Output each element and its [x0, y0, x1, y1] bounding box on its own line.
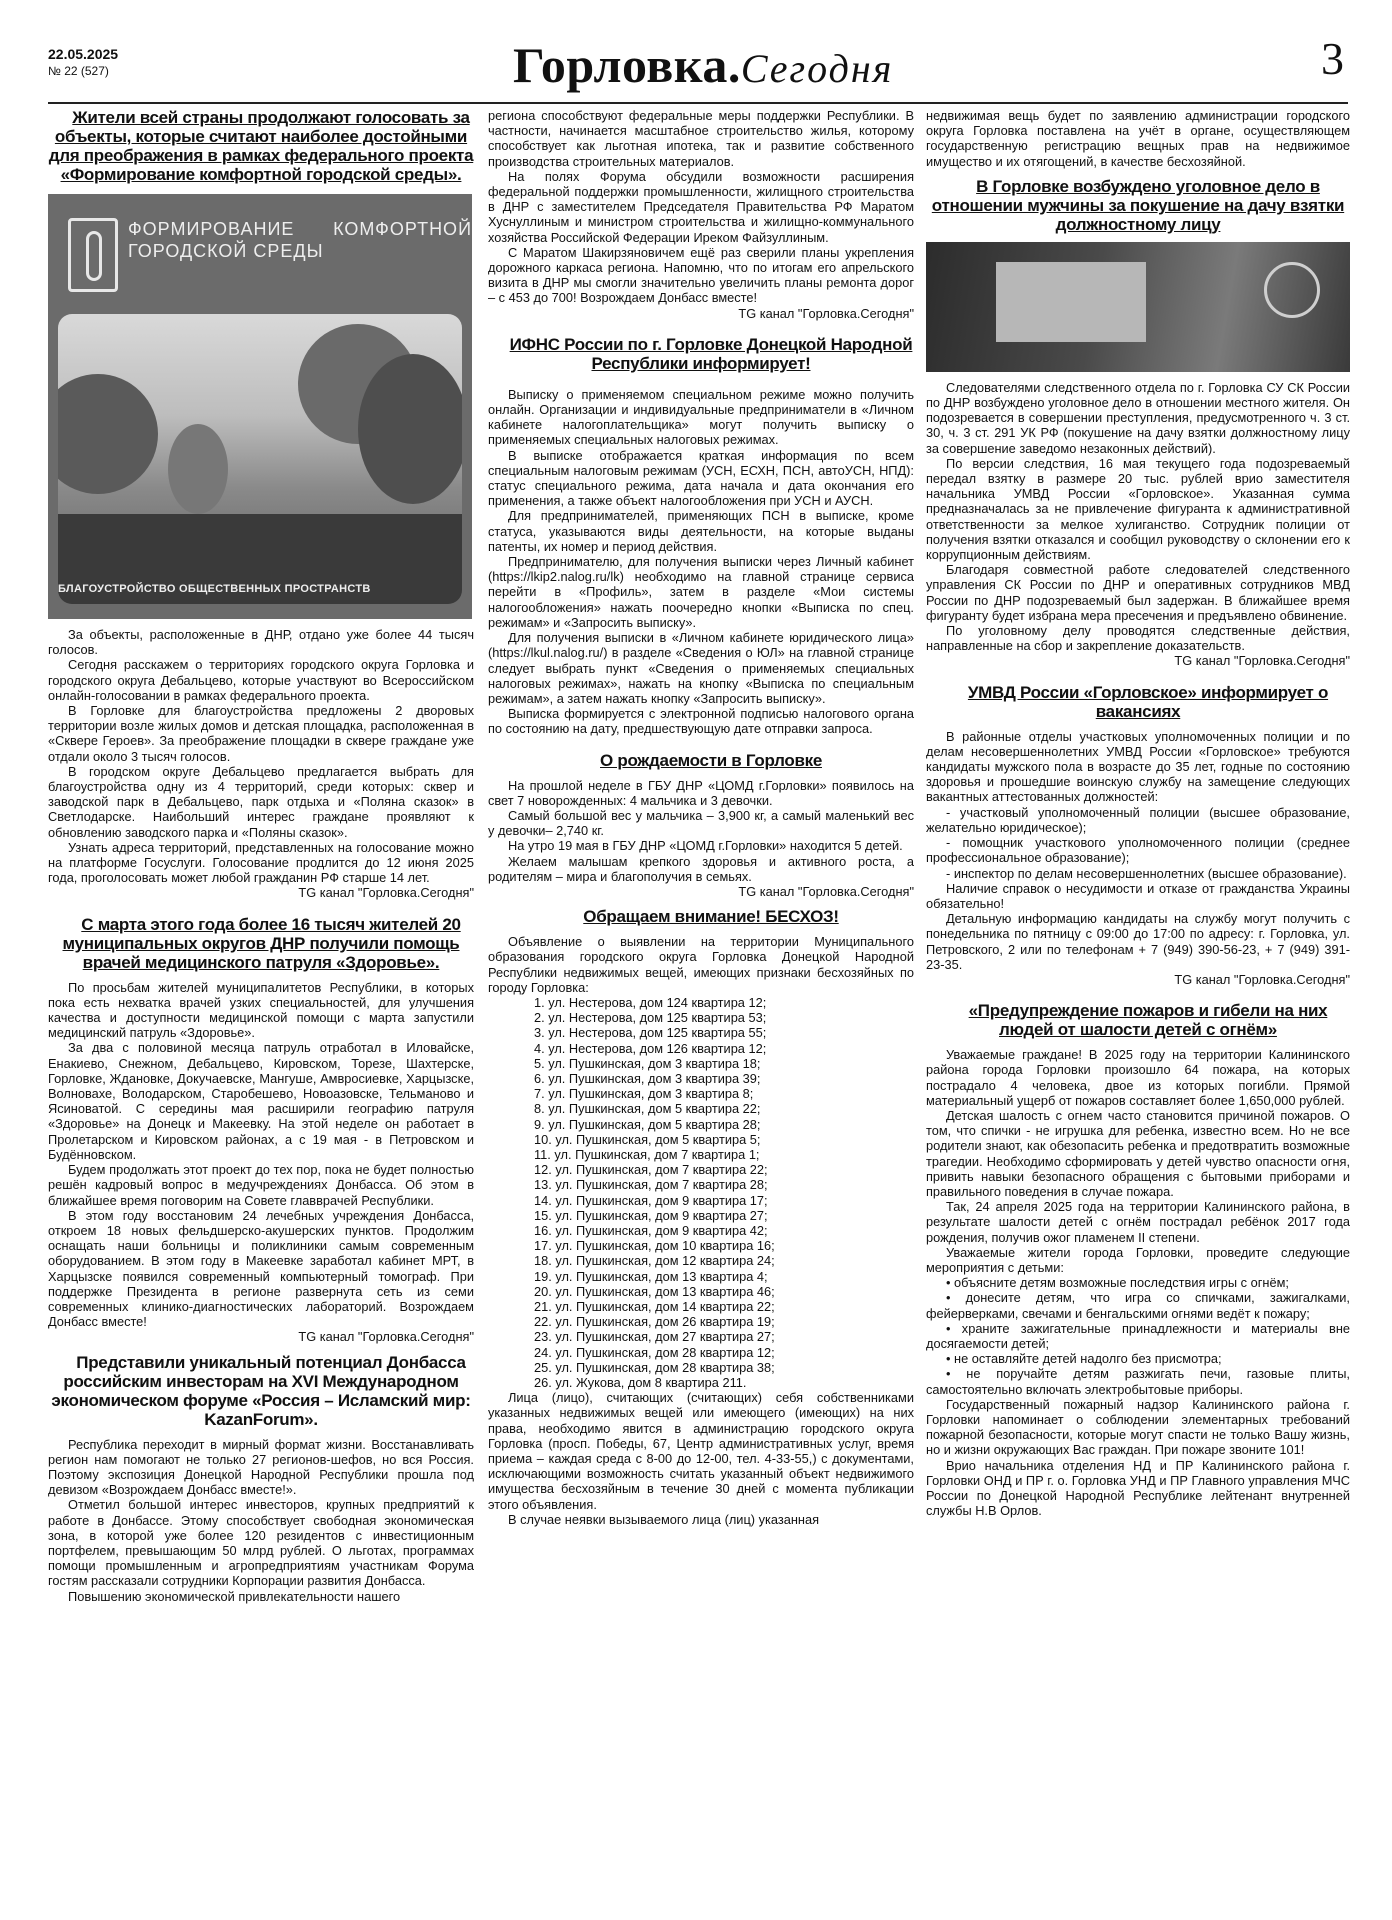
article-title: С марта этого года более 16 тысяч жителей 20 муниципальных округов ДНР получили помощь врачей медицинского патруля «Здоровье».: [62, 914, 461, 972]
park-photo: [58, 314, 462, 604]
column-3: [926, 108, 1350, 1518]
issue-number: № 22 (527): [48, 64, 109, 78]
list-item: 15. ул. Пушкинская, дом 9 квартира 27;: [534, 1207, 768, 1223]
paragraph: На прошлой неделе в ГБУ ДНР «ЦОМД г.Горловки» появилось на свет 7 новорожденных: 4 мальчика и 3 девочки.: [488, 777, 914, 808]
list-item: 13. ул. Пушкинская, дом 7 квартира 28;: [534, 1177, 768, 1193]
source-line: TG канал "Горловка.Сегодня": [1174, 653, 1350, 669]
list-item: 4. ул. Нестерова, дом 126 квартира 12;: [534, 1040, 767, 1056]
investigation-photo: [926, 242, 1350, 372]
urban-environment-image: [48, 194, 472, 619]
list-item: 24. ул. Пушкинская, дом 28 квартира 12;: [534, 1344, 775, 1360]
list-item: - участковый уполномоченный полиции (высшее образование, желательно юридическое);: [926, 804, 1350, 835]
paragraph: В городском округе Дебальцево предлагается выбрать для благоустройства одну из 4 территорий, среди которых: сквер и заводской парк в Дебальцево, парк отдыха и «Поляна сказок» в Светлодарске. Наибольший интерес граждане проявляют к обновлению заводского парка и «Поляны сказок».: [48, 763, 474, 840]
article-title: Обращаем внимание! БЕСХОЗ!: [583, 907, 839, 927]
source-line: TG канал "Горловка.Сегодня": [738, 305, 914, 321]
list-item: 18. ул. Пушкинская, дом 12 квартира 24;: [534, 1253, 775, 1269]
ownerless-property-list: [488, 995, 914, 1390]
list-item: 7. ул. Пушкинская, дом 3 квартира 8;: [534, 1086, 754, 1102]
column-2: [488, 108, 914, 1527]
list-item: 20. ул. Пушкинская, дом 13 квартира 46;: [534, 1283, 775, 1299]
paragraph: В районные отделы участковых уполномоченных полиции и по делам несовершеннолетних УМВД России «Горловское» требуются кандидаты мужского пола в возрасте до 35 лет, годные по состоянию здоровья и прошедшие воинскую службу на замещение следующих вакантных аттестованных должностей:: [926, 728, 1350, 805]
list-item: 25. ул. Пушкинская, дом 28 квартира 38;: [534, 1359, 775, 1375]
list-item: 22. ул. Пушкинская, дом 26 квартира 19;: [534, 1314, 775, 1330]
list-item: • не поручайте детям разжигать печи, газовые плиты, самостоятельно включать электробытовые приборы.: [926, 1366, 1350, 1397]
article-title: Жители всей страны продолжают голосовать за объекты, которые считают наиболее достойными для преображения в рамках федерального проекта «Формирование комфортной городской среды».: [48, 108, 474, 184]
list-item: 1. ул. Нестерова, дом 124 квартира 12;: [534, 994, 767, 1010]
list-item: 3. ул. Нестерова, дом 125 квартира 55;: [534, 1025, 767, 1041]
article-title: В Горловке возбуждено уголовное дело в отношении мужчины за покушение на дачу взятки должностному лицу: [931, 176, 1345, 234]
title-main: Горловка.: [513, 37, 741, 93]
paragraph: Уважаемые жители города Горловки, проведите следующие мероприятия с детьми:: [926, 1244, 1350, 1275]
article-title: УМВД России «Горловское» информирует о вакансиях: [967, 682, 1329, 721]
source-line: TG канал "Горловка.Сегодня": [738, 883, 914, 899]
list-item: 19. ул. Пушкинская, дом 13 квартира 4;: [534, 1268, 768, 1284]
emblem-icon: [1264, 262, 1320, 318]
paragraph: Уважаемые граждане! В 2025 году на территории Калининского района города Горловки произошло 64 пожара, на которых пострадало 4 человека, двое из которых погибли. Прямой материальный ущерб от пожаров составляет более 1,650,000 рублей.: [926, 1047, 1350, 1108]
monitor-shape: [996, 262, 1146, 342]
paragraph: Выписка формируется с электронной подписью налогового органа по состоянию на дату, предшествующую дате отправки запроса.: [488, 706, 914, 737]
header-rule: [48, 102, 1348, 104]
list-item: - инспектор по делам несовершеннолетних (высшее образование).: [946, 865, 1347, 881]
masthead: [48, 33, 1348, 100]
list-item: - помощник участкового уполномоченного полиции (среднее профессиональное образование);: [926, 835, 1350, 866]
paragraph: Наличие справок о несудимости и отказе от гражданства Украины обязательно!: [926, 880, 1350, 911]
page-number: 3: [1321, 33, 1344, 84]
column-1: [48, 108, 474, 1604]
list-item: • храните зажигательные принадлежности и материалы вне досягаемости детей;: [926, 1320, 1350, 1351]
paragraph: Повышению экономической привлекательности нашего: [68, 1588, 401, 1604]
source-line: TG канал "Горловка.Сегодня": [1174, 971, 1350, 987]
paragraph: В выписке отображается краткая информация по всем специальным налоговым режимам (УСН, ЕСХН, ПСН, автоУСН, НПД): статус специального режима, дата начала и дата окончания его применения, а также объект налогообложения при УСН и АУСН.: [488, 447, 914, 509]
paragraph: Для получения выписки в «Личном кабинете юридического лица» (https://lkul.nalog.ru/) в разделе «Сведения о ЮЛ» на главной странице следует выбрать пункт «Сведения о применяемых специальных налоговых режимах», нажать на кнопку «Выписка по специальным режимам», а затем нажать кнопку «Запросить выписку».: [488, 630, 914, 706]
list-item: 21. ул. Пушкинская, дом 14 квартира 22;: [534, 1299, 775, 1315]
paragraph: региона способствуют федеральные меры поддержки Республики. В частности, начинается масштабное строительство жилья, которому способствует как льготная ипотека, так и развитие собственного производства строительных материалов.: [488, 108, 914, 169]
article-title: О рождаемости в Горловке: [600, 750, 822, 770]
paragraph: Государственный пожарный надзор Калининского района г. Горловки напоминает о соблюдении элементарных требований пожарной безопасности, которые могут спасти не только Вашу жизнь, но и жизни окружающих Вас граждан. При пожаре звоните 101!: [926, 1396, 1350, 1458]
list-item: • не оставляйте детей надолго без присмотра;: [946, 1351, 1222, 1367]
issue-date: 22.05.2025: [48, 46, 119, 62]
paragraph: Республика переходит в мирный формат жизни. Восстанавливать регион нам помогают не только 27 регионов-шефов, но вся Россия. Поэтому экспозиция Донецкой Народной Республики прошла под девизом «Возрождаем Донбасс вместе!».: [48, 1436, 474, 1498]
newspaper-title: [513, 36, 893, 94]
list-item: 17. ул. Пушкинская, дом 10 квартира 16;: [534, 1238, 775, 1254]
article-title: Представили уникальный потенциал Донбасса российским инвесторам на XVI Международном экономическом форуме «Россия – Исламский мир: KazanForum».: [51, 1352, 471, 1429]
paragraph: На полях Форума обсудили возможности расширения федеральной поддержки промышленности, жилищного строительства в ДНР с заместителем Председателя Правительства РФ Маратом Хуснуллиным и министром строительства и жилищно-коммунального хозяйства Российской Федерации Иреком Файзуллиным.: [488, 168, 914, 245]
list-item: 16. ул. Пушкинская, дом 9 квартира 42;: [534, 1223, 768, 1238]
article-title: «Предупреждение пожаров и гибели на них людей от шалости детей с огнём»: [968, 1001, 1328, 1040]
list-item: 5. ул. Пушкинская, дом 3 квартира 18;: [534, 1055, 761, 1071]
paragraph: Будем продолжать этот проект до тех пор, пока не будет полностью решён кадровый вопрос в медучреждениях Донбасса. Об этом в ближайшее время поговорим на Совете главврачей Республики.: [48, 1162, 474, 1208]
paragraph: За два с половиной месяца патруль отработал в Иловайске, Енакиево, Снежном, Дебальцево, Кировском, Торезе, Шахтерске, Горловке, Ждановке, Докучаевске, Мангуше, Амвросиевке, Харцызске, Волновахе, Володарском, Старобешево, Новоазовске, Тельманово и Ясиноватой. С середины мая расширили географию патруля «Здоровье» на Донецк и Макеевку. На этой неделе он работает в Пролетарском и Кировском районах, а с 19 мая - в Петровском и Будённовском.: [48, 1040, 474, 1162]
paragraph: Врио начальника отделения НД и ПР Калининского района г. Горловки ОНД и ПР г. о. Горловка УНД и ПР Главного управления МЧС России по Донецкой Народной Республике лейтенант внутренней службы Н.В Орлов.: [926, 1457, 1350, 1519]
image-caption: БЛАГОУСТРОЙСТВО ОБЩЕСТВЕННЫХ ПРОСТРАНСТВ: [58, 582, 371, 595]
list-item: 23. ул. Пушкинская, дом 27 квартира 27;: [534, 1329, 775, 1345]
list-item: • объясните детям возможные последствия игры с огнём;: [946, 1275, 1289, 1291]
list-item: • донесите детям, что игра со спичками, зажигалками, фейерверками, свечами и бенгальскими огнями ведёт к пожару;: [926, 1290, 1350, 1321]
list-item: 10. ул. Пушкинская, дом 5 квартира 5;: [534, 1131, 761, 1147]
list-item: 14. ул. Пушкинская, дом 9 квартира 17;: [534, 1192, 768, 1208]
paragraph: В этом году восстановим 24 лечебных учреждения Донбасса, откроем 18 новых фельдшерско-акушерских пунктов. Продолжим оснащать наши больницы и поликлиники самым современным оборудованием. В этом году в Макеевке заработал кабинет МРТ, в Харцызске появился современный компьютерный томограф. При поддержке Президента в регионе развернута сеть из семи современных клинико-диагностических лабораторий. Возрождаем Донбасс вместе!: [48, 1207, 474, 1330]
paragraph: Узнать адреса территорий, представленных на голосование можно на платформе Госуслуги. Голосование продлится до 12 июня 2025 года, проголосовать может любой гражданин РФ старше 14 лет.: [48, 839, 474, 886]
list-item: 9. ул. Пушкинская, дом 5 квартира 28;: [534, 1116, 761, 1132]
title-sub: Сегодня: [740, 46, 894, 91]
paragraph: На утро 19 мая в ГБУ ДНР «ЦОМД г.Горловки» находится 5 детей.: [508, 838, 903, 854]
source-line: TG канал "Горловка.Сегодня": [298, 885, 474, 901]
paragraph: За объекты, расположенные в ДНР, отдано уже более 44 тысяч голосов.: [48, 627, 474, 658]
paragraph: Следователями следственного отдела по г. Горловка СУ СК России по ДНР возбуждено уголовное дело в отношении местного жителя. Он подозревается в совершении преступления, предусмотренного ч. 3 ст. 30, ч. 3 ст. 291 УК РФ (покушение на дачу взятки должностному лицу за совершение заведомо незаконных действий).: [926, 379, 1350, 456]
paragraph: Самый большой вес у мальчика – 3,900 кг, а самый маленький вес у девочки– 2,740 кг.: [488, 807, 914, 839]
project-logo-icon: [68, 218, 118, 292]
source-line: TG канал "Горловка.Сегодня": [298, 1329, 474, 1345]
list-item: 8. ул. Пушкинская, дом 5 квартира 22;: [534, 1101, 761, 1117]
paragraph: Предпринимателю, для получения выписки через Личный кабинет (https://lkip2.nalog.ru/lk) необходимо на главной странице сервиса перейти в «Профиль», затем в разделе «Мои системы налогообложения» нажать поочередно кнопки «Выписка по спец. режимам» и «Запросить выписку».: [488, 554, 914, 630]
paragraph: В Горловке для благоустройства предложены 2 дворовых территории возле жилых домов и детская площадка, расположенная в «Сквере Героев». За преображение площадки в сквере граждане уже отдали около 3 тысяч голосов.: [48, 703, 474, 764]
paragraph: недвижимая вещь будет по заявлению администрации городского округа Горловка поставлена на учёт в органе, осуществляющем государственную регистрацию вещных прав на недвижимое имущество и их отягощений, в качестве бесхозяйной.: [926, 108, 1350, 169]
image-title: ФОРМИРОВАНИЕ КОМФОРТНОЙ ГОРОДСКОЙ СРЕДЫ: [128, 219, 472, 261]
list-item: 11. ул. Пушкинская, дом 7 квартира 1;: [534, 1146, 760, 1162]
paragraph: Сегодня расскажем о территориях городского округа Горловка и городского округа Дебальцево, которые участвуют во Всероссийском онлайн-голосовании в рамках федерального проекта.: [48, 657, 474, 703]
list-item: 2. ул. Нестерова, дом 125 квартира 53;: [534, 1010, 767, 1026]
paragraph: Для предпринимателей, применяющих ПСН в выписке, кроме статуса, указываются виды деятельности, на которые выданы патенты, их номер и период действия.: [488, 508, 914, 554]
list-item: 12. ул. Пушкинская, дом 7 квартира 22;: [534, 1162, 768, 1178]
paragraph: Выписку о применяемом специальном режиме можно получить онлайн. Организации и индивидуальные предприниматели в «Личном кабинете налогоплательщика» могут получить выписку о применяемых специальных налоговых режимах.: [488, 386, 914, 448]
article-title: ИФНС России по г. Горловке Донецкой Народной Республики информирует!: [509, 334, 913, 373]
paragraph: По версии следствия, 16 мая текущего года подозреваемый передал взятку в размере 20 тыс. рублей врио заместителя начальника УМВД России «Горловское». Указанная сумма предназначалась за не привлечение фигуранта к административной ответственности за мелкое хулиганство. Сотрудник полиции от получения взятки отказался и сообщил руководству о склонении его к коррупционным действиям.: [926, 455, 1350, 563]
paragraph: Детская шалость с огнем часто становится причиной пожаров. О том, что спички - не игрушка для ребенка, известно всем. Но не все родители знают, как обезопасить ребенка и предотвратить возможные трагедии. Необходимо сформировать у детей чувство опасности огня, привить навыки безопасного обращения с бытовыми приборами и правильного поведения в случае пожара.: [926, 1107, 1350, 1199]
paragraph: Так, 24 апреля 2025 года на территории Калининского района, в результате шалости детей с огнём пострадал ребёнок 2017 года рождения, получив ожог пламенем II степени.: [926, 1199, 1350, 1245]
paragraph: С Маратом Шакирзяновичем ещё раз сверили планы укрепления дорожного каркаса региона. Напомню, что по итогам его апрельского визита в ДНР мы смогли значительно увеличить планы ремонта дорог – с 453 до 700! Возрождаем Донбасс вместе!: [488, 244, 914, 306]
paragraph: Желаем малышам крепкого здоровья и активного роста, а родителям – мира и благополучия в семьях.: [488, 853, 914, 884]
list-item: 26. ул. Жукова, дом 8 квартира 211.: [534, 1375, 747, 1391]
paragraph: В случае неявки вызываемого лица (лиц) указанная: [508, 1511, 820, 1527]
paragraph: По просьбам жителей муниципалитетов Республики, в которых пока есть нехватка врачей узких специальностей, для улучшения качества и доступности медицинской помощи с марта запустили медицинский патруль «Здоровье».: [48, 979, 474, 1041]
list-item: 6. ул. Пушкинская, дом 3 квартира 39;: [534, 1070, 761, 1086]
paragraph: Отметил большой интерес инвесторов, крупных предприятий к работе в Донбассе. Этому способствует свободная экономическая зона, в которой уже более 120 резидентов с инвестиционным портфелем, превышающим 50 млрд рублей. О льготах, программах помощи промышленным и агропредприятиям участникам Форума гостям рассказали сотрудники Корпорации развития Донбасса.: [48, 1497, 474, 1589]
paragraph: По уголовному делу проводятся следственные действия, направленные на сбор и закрепление доказательств.: [926, 623, 1350, 654]
paragraph: Благодаря совместной работе следователей следственного управления СК России по ДНР и оперативных сотрудников МВД России по ДНР подозреваемый был задержан. В ближайшее время фигуранту будет избрана мера пресечения и предъявлено обвинение.: [926, 562, 1350, 623]
paragraph: Объявление о выявлении на территории Муниципального образования городского округа Горловка Донецкой Народной Республики недвижимых вещей, имеющих признаки бесхозяйных по городу Горловка:: [488, 934, 914, 995]
paragraph: Лица (лицо), считающих (считающих) себя собственниками указанных недвижимых вещей или имеющего (имеющих) на них права, необходимо явится в администрацию городского округа Горловка (просп. Победы, 67, Центр административных услуг, время приема – каждая среда с 8-00 до 12-00, тел. 4-33-55,) с документами, исключающими возможность считать указанный объект недвижимого имущества бесхозяйным в течение 30 дней с момента публикации этого объявления.: [488, 1390, 914, 1512]
paragraph: Детальную информацию кандидаты на службу могут получить с понедельника по пятницу с 09:00 до 17:00 по адресу: г. Горловка, ул. Петровского, 2 или по телефонам + 7 (949) 390-56-23, + 7 (949) 391-23-35.: [926, 911, 1350, 972]
